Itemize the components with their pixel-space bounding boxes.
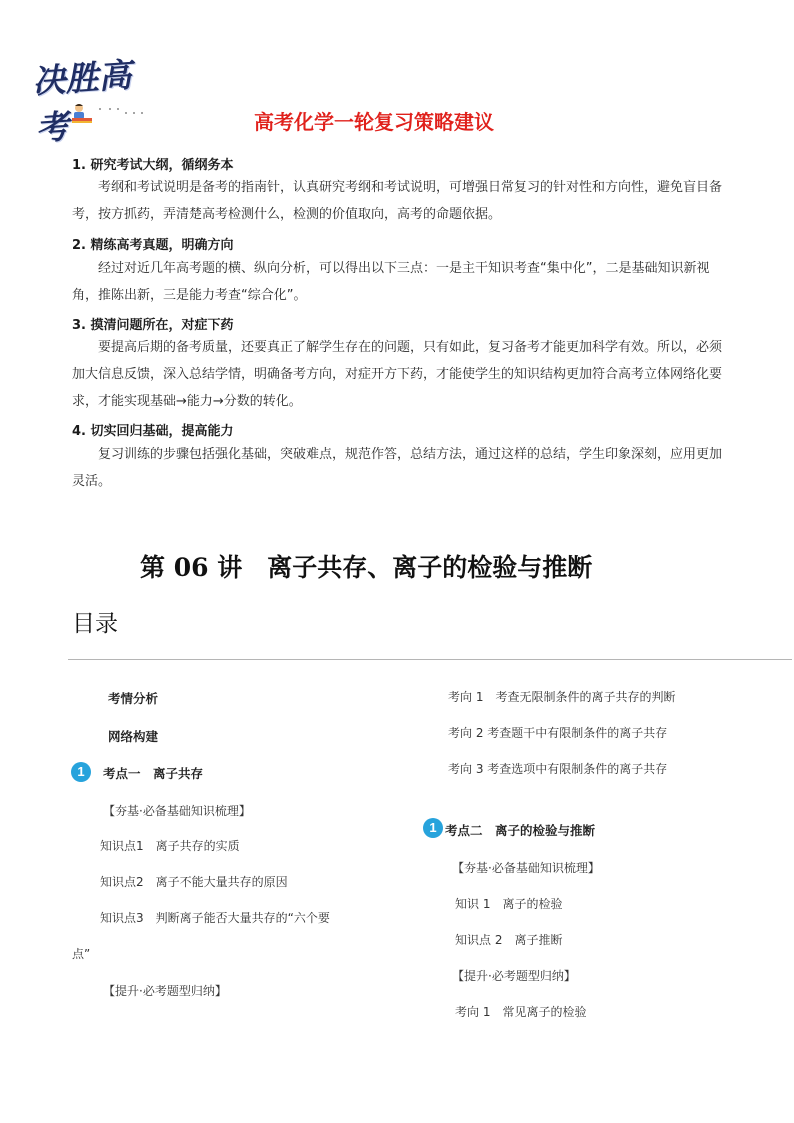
- strategy-body-4: 复习训练的步骤包括强化基础，突破难点，规范作答，总结方法，通过这样的总结，学生印象深刻，应用更加灵活。: [72, 447, 723, 489]
- brand-logo: [31, 46, 164, 148]
- toc-section-1[interactable]: 考点一 离子共存: [103, 766, 204, 781]
- strategy-heading-1: 1. 研究考试大纲，循纲务本: [72, 158, 234, 173]
- strategy-heading-3: 3. 摸清问题所在，对症下药: [72, 318, 234, 333]
- toc-knowledge-ion-infer[interactable]: 知识点 2 离子推断: [455, 933, 563, 947]
- toc-divider: [68, 659, 792, 660]
- toc-sub-improve-2[interactable]: 【提升·必考题型归纳】: [452, 969, 576, 983]
- toc-knowledge-ion-test[interactable]: 知识 1 离子的检验: [455, 897, 563, 911]
- strategy-body-3: 要提高后期的备考质量，还要真正了解学生存在的问题，只有如此，复习备考才能更加科学有效。所以，必须加大信息反馈，深入总结学情，明确备考方向，对症开方下药，才能使学生的知识结构更加符合高考立体网络化要求，才能实现基础→能力→分数的转化。: [72, 340, 723, 409]
- page-title: 高考化学一轮复习策略建议: [254, 110, 494, 134]
- toc-sub-improve-1[interactable]: 【提升·必考题型归纳】: [103, 984, 227, 998]
- strategy-body-2: 经过对近几年高考题的横、纵向分析，可以得出以下三点：一是主干知识考查“集中化”，二是基础知识新视角，推陈出新，三是能力考查“综合化”。: [72, 261, 710, 303]
- strategy-heading-4: 4. 切实回归基础，提高能力: [72, 424, 234, 439]
- toc-item-network[interactable]: 网络构建: [108, 729, 159, 744]
- toc-direction-3[interactable]: 考向 3 考查选项中有限制条件的离子共存: [448, 762, 668, 776]
- toc-sub-basics-2[interactable]: 【夯基·必备基础知识梳理】: [452, 861, 600, 875]
- toc-knowledge-2[interactable]: 知识点2 离子不能大量共存的原因: [100, 875, 288, 889]
- number-badge-icon: 1: [71, 762, 91, 782]
- lecture-title: 第 06 讲 离子共存、离子的检验与推断: [140, 553, 593, 582]
- strategy-body-1: 考纲和考试说明是备考的指南针，认真研究考纲和考试说明，可增强日常复习的针对性和方向性，避免盲目备考，按方抓药，弄清楚高考检测什么，检测的价值取向，高考的命题依据。: [72, 180, 723, 222]
- number-badge-icon: 1: [423, 818, 443, 838]
- toc-direction-2[interactable]: 考向 2 考查题干中有限制条件的离子共存: [448, 726, 668, 740]
- toc-sub-basics-1[interactable]: 【夯基·必备基础知识梳理】: [103, 804, 251, 818]
- toc-direction-4[interactable]: 考向 1 常见离子的检验: [455, 1005, 587, 1019]
- toc-item-analysis[interactable]: 考情分析: [108, 691, 159, 706]
- logo-dots-decoration: [96, 106, 146, 116]
- strategy-heading-2: 2. 精练高考真题，明确方向: [72, 238, 234, 253]
- student-reading-icon: [70, 102, 96, 126]
- toc-title: 目录: [72, 611, 118, 637]
- logo-text: 决胜高考: [31, 55, 133, 148]
- toc-knowledge-1[interactable]: 知识点1 离子共存的实质: [100, 839, 240, 853]
- toc-knowledge-3[interactable]: 知识点3 判断离子能否大量共存的“六个要: [100, 911, 330, 925]
- toc-direction-1[interactable]: 考向 1 考查无限制条件的离子共存的判断: [448, 690, 676, 704]
- toc-section-2[interactable]: 考点二 离子的检验与推断: [445, 823, 596, 838]
- toc-knowledge-3-cont[interactable]: 点”: [72, 947, 91, 961]
